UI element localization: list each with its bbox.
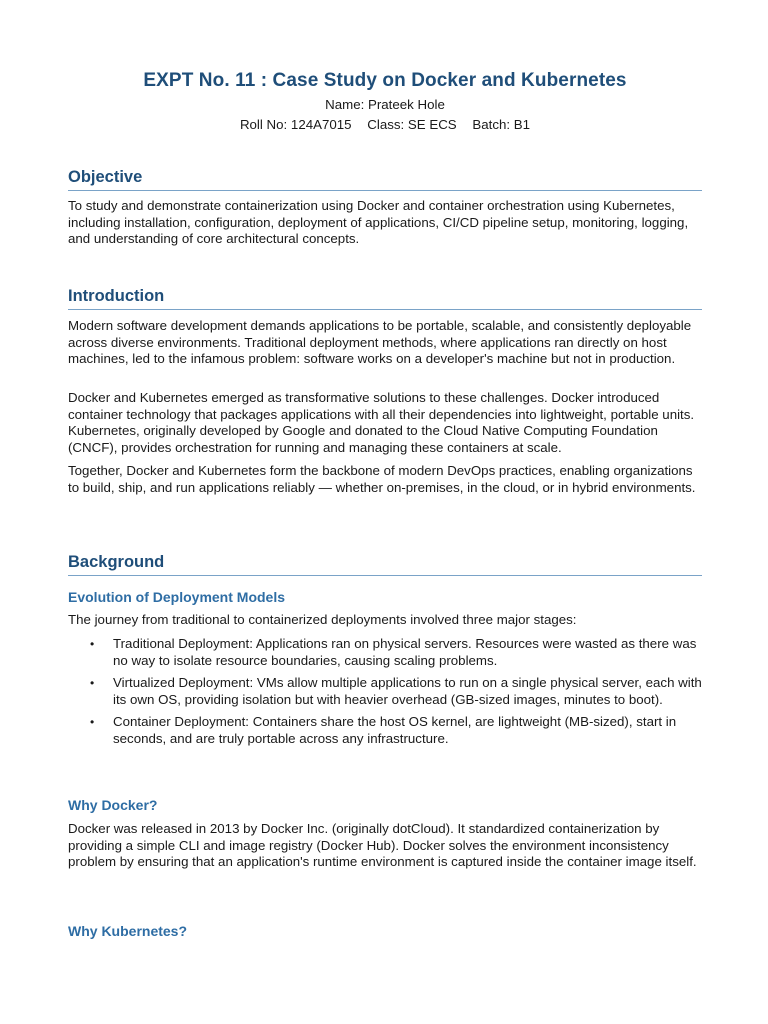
objective-text: To study and demonstrate containerization using Docker and container orchestration using Kubernetes, including installation, configuration, deployment of applications, CI/CD pipeline setup, monitoring, logging, and understanding of core architectural concepts. <box>68 198 689 246</box>
list-item-text: Traditional Deployment: Applications ran on physical servers. Resources were wasted as there was no way to isolate resource boundaries, causing scaling problems. <box>113 636 697 668</box>
deployment-models-list <box>68 636 702 753</box>
background-heading: Background <box>68 553 702 576</box>
why-docker-heading: Why Docker? <box>68 797 158 813</box>
evolution-heading: Evolution of Deployment Models <box>68 589 286 605</box>
batch-info: Batch: B1 <box>472 117 531 132</box>
roll-number: Roll No: 124A7015 <box>239 117 352 132</box>
objective-heading: Objective <box>68 168 702 191</box>
evolution-intro: The journey from traditional to containerized deployments involved three major stages: <box>68 612 577 627</box>
list-item <box>68 714 702 747</box>
document-title: EXPT No. 11 : Case Study on Docker and Kubernetes <box>143 70 627 91</box>
introduction-heading: Introduction <box>68 287 702 310</box>
student-details <box>68 117 702 132</box>
introduction-paragraph-2: Docker and Kubernetes emerged as transformative solutions to these challenges. Docker introduced container technology that packages applications with all their dependencies into lightweight, portable units. Kubernetes, originally developed by Google and donated to the Cloud Native Computing Foundation (CNCF), provides orchestration for running and managing these containers at scale. <box>68 390 695 455</box>
list-item <box>68 675 702 708</box>
list-item-text: Virtualized Deployment: VMs allow multiple applications to run on a single physical server, each with its own OS, providing isolation but with heavier overhead (GB-sized images, minutes to boot). <box>113 675 702 707</box>
list-item-text: Container Deployment: Containers share the host OS kernel, are lightweight (MB-sized), start in seconds, and are truly portable across any infrastructure. <box>113 714 677 746</box>
bullet-icon: • <box>90 637 95 651</box>
student-name: Name: Prateek Hole <box>325 97 445 112</box>
bullet-icon: • <box>90 676 95 690</box>
introduction-paragraph-3: Together, Docker and Kubernetes form the backbone of modern DevOps practices, enabling organizations to build, ship, and run applications reliably — whether on-premises, in the cloud, or in hybrid environments. <box>68 463 696 495</box>
why-docker-text: Docker was released in 2013 by Docker Inc. (originally dotCloud). It standardized containerization by providing a simple CLI and image registry (Docker Hub). Docker solves the environment inconsistency problem by ensuring that an application's runtime environment is captured inside the container image itself. <box>68 821 697 869</box>
class-info: Class: SE ECS <box>367 117 457 132</box>
why-kubernetes-heading: Why Kubernetes? <box>68 923 188 939</box>
list-item <box>68 636 702 669</box>
introduction-paragraph-1: Modern software development demands applications to be portable, scalable, and consistently deployable across diverse environments. Traditional deployment methods, where applications ran directly on host machines, led to the infamous problem: software works on a developer's machine but not in production. <box>68 318 692 366</box>
bullet-icon: • <box>90 715 95 729</box>
